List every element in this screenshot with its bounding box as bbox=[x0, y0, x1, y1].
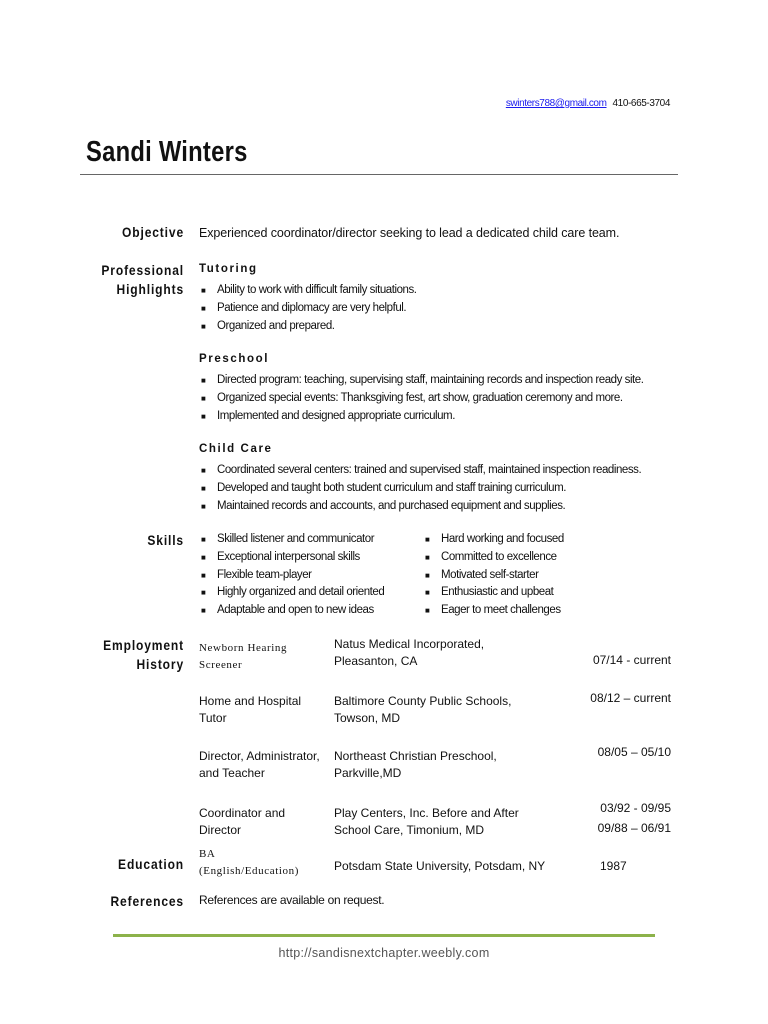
list-item: ■ Directed program: teaching, supervising staff, maintaining records and inspection ready site. bbox=[201, 374, 644, 386]
highlights-label-line-2: Highlights bbox=[116, 281, 184, 297]
candidate-name: Sandi Winters bbox=[86, 136, 248, 168]
child-care-list bbox=[199, 462, 641, 515]
job-org-3: Northeast Christian Preschool, Parkville,MD bbox=[334, 749, 497, 780]
skills-list-left bbox=[199, 531, 384, 620]
tutoring-list bbox=[199, 282, 417, 335]
list-item: ■ Highly organized and detail oriented bbox=[201, 586, 385, 599]
highlights-label-line-1: Professional bbox=[101, 262, 184, 278]
job-date-1: 07/14 - current bbox=[592, 653, 671, 667]
skills-list-right bbox=[423, 531, 564, 620]
objective-text: Experienced coordinator/director seeking to lead a dedicated child care team. bbox=[199, 226, 620, 240]
education-year: 1987 bbox=[600, 859, 627, 873]
job-org-2: Baltimore County Public Schools, Towson, MD bbox=[334, 694, 512, 725]
job-org-4: Play Centers, Inc. Before and After School Care, Timonium, MD bbox=[334, 806, 519, 837]
footer-url[interactable]: http://sandisnextchapter.weebly.com bbox=[278, 946, 490, 960]
job-org-1: Natus Medical Incorporated, Pleasanton, CA bbox=[334, 637, 485, 668]
education-label: Education bbox=[118, 856, 184, 872]
employment-label-line-1: Employment bbox=[103, 637, 184, 653]
list-item: ■ Implemented and designed appropriate curriculum. bbox=[201, 409, 455, 422]
education-school: Potsdam State University, Potsdam, NY bbox=[334, 859, 546, 873]
job-title-1: Newborn Hearing Screener bbox=[199, 642, 288, 671]
highlights-label bbox=[98, 261, 184, 299]
list-item: ■ Hard working and focused bbox=[425, 533, 564, 545]
list-item: ■ Developed and taught both student curriculum and staff training curriculum. bbox=[201, 481, 566, 494]
footer-divider bbox=[113, 934, 655, 937]
list-item: ■ Organized and prepared. bbox=[201, 319, 335, 332]
list-item: ■ Flexible team-player bbox=[201, 568, 312, 581]
list-item: ■ Patience and diplomacy are very helpful. bbox=[201, 301, 407, 314]
job-date-2: 08/12 – current bbox=[590, 691, 671, 705]
highlight-title-tutoring: Tutoring bbox=[199, 263, 258, 275]
objective-label: Objective bbox=[122, 224, 184, 240]
list-item: ■ Enthusiastic and upbeat bbox=[425, 586, 554, 599]
list-item: ■ Adaptable and open to new ideas bbox=[201, 604, 374, 617]
education-degree: BA (English/Education) bbox=[199, 848, 299, 877]
contact-line bbox=[506, 98, 670, 109]
list-item: ■ Coordinated several centers: trained and supervised staff, maintained inspection readiness. bbox=[201, 464, 642, 476]
preschool-list bbox=[199, 372, 644, 425]
highlight-title-child-care: Child Care bbox=[199, 443, 273, 455]
list-item: ■ Maintained records and accounts, and purchased equipment and supplies. bbox=[201, 499, 566, 512]
skills-label: Skills bbox=[147, 532, 184, 548]
job-date-3: 08/05 – 05/10 bbox=[597, 745, 671, 759]
references-label: References bbox=[110, 893, 184, 909]
list-item: ■ Eager to meet challenges bbox=[425, 604, 561, 617]
header-divider bbox=[80, 174, 678, 175]
email-link[interactable]: swinters788@gmail.com bbox=[505, 98, 607, 109]
employment-label-line-2: History bbox=[136, 656, 184, 672]
employment-label bbox=[98, 636, 184, 674]
list-item: ■ Committed to excellence bbox=[425, 550, 557, 563]
phone-number: 410-665-3704 bbox=[612, 98, 670, 109]
list-item: ■ Organized special events: Thanksgiving fest, art show, graduation ceremony and more. bbox=[201, 391, 623, 404]
job-title-3: Director, Administrator, and Teacher bbox=[199, 749, 320, 780]
list-item: ■ Skilled listener and communicator bbox=[201, 533, 375, 545]
references-text: References are available on request. bbox=[199, 893, 385, 907]
job-date-4b: 09/88 – 06/91 bbox=[597, 821, 671, 835]
highlight-title-preschool: Preschool bbox=[199, 353, 270, 365]
list-item: ■ Motivated self-starter bbox=[425, 568, 539, 581]
list-item: ■ Ability to work with difficult family situations. bbox=[201, 284, 417, 296]
job-title-2: Home and Hospital Tutor bbox=[199, 694, 302, 725]
job-date-4a: 03/92 - 09/95 bbox=[600, 801, 671, 815]
list-item: ■ Exceptional interpersonal skills bbox=[201, 550, 360, 563]
job-title-4: Coordinator and Director bbox=[199, 806, 286, 837]
